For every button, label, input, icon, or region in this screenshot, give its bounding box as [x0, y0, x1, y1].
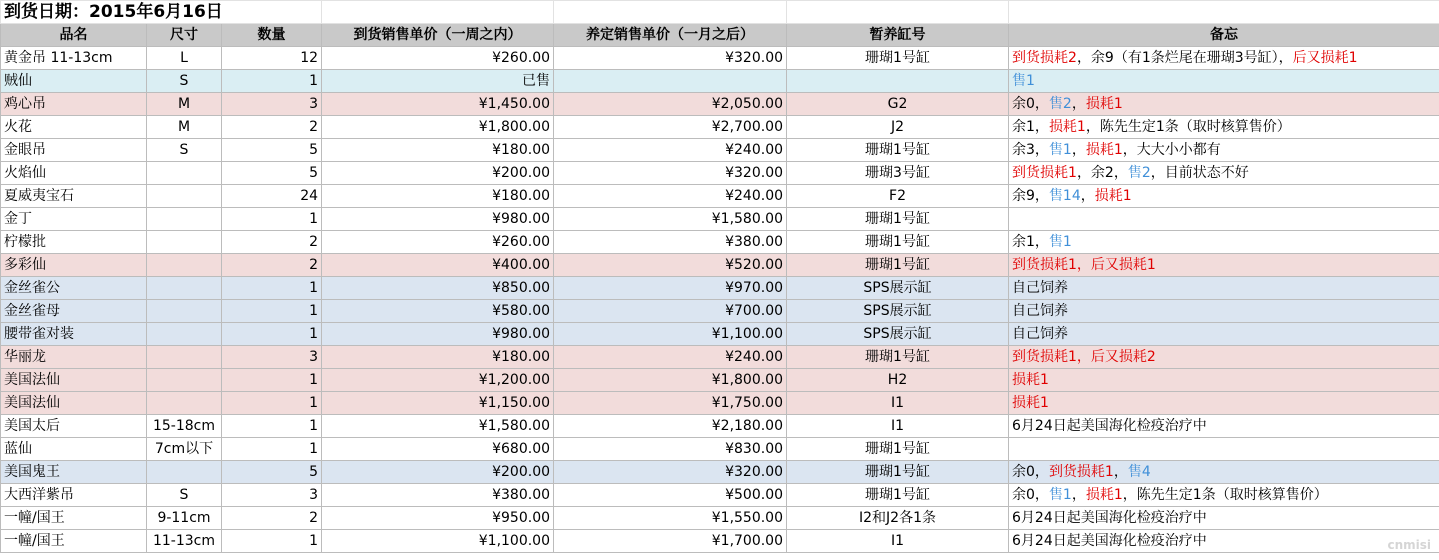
cell-size[interactable]: S	[147, 484, 222, 507]
cell-note[interactable]	[1009, 323, 1439, 346]
cell-note[interactable]	[1009, 346, 1439, 369]
cell-tank[interactable]: H2	[787, 369, 1009, 392]
cell-name[interactable]: 美国鬼王	[1, 461, 147, 484]
cell-qty[interactable]: 1	[222, 530, 322, 553]
cell-arrival-price[interactable]: ¥980.00	[322, 208, 554, 231]
header-note[interactable]: 备忘	[1009, 24, 1439, 47]
cell-qty[interactable]: 5	[222, 461, 322, 484]
cell-raised-price[interactable]	[554, 70, 787, 93]
cell-size[interactable]	[147, 300, 222, 323]
cell-name[interactable]: 贼仙	[1, 70, 147, 93]
note-segment: 售1	[1048, 141, 1072, 158]
cell-tank[interactable]: I1	[787, 530, 1009, 553]
cell-tank[interactable]: I2和J2各1条	[787, 507, 1009, 530]
cell-note[interactable]	[1009, 70, 1439, 93]
note-segment: ，	[1071, 95, 1086, 112]
cell-arrival-price[interactable]: ¥260.00	[322, 231, 554, 254]
cell-note[interactable]	[1009, 185, 1439, 208]
cell-note[interactable]	[1009, 254, 1439, 277]
note-segment: 售14	[1048, 187, 1081, 204]
cell-tank[interactable]: I1	[787, 415, 1009, 438]
cell-raised-price[interactable]: ¥1,580.00	[554, 208, 787, 231]
cell-arrival-price[interactable]: ¥680.00	[322, 438, 554, 461]
note-segment: 6月24日起美国海化检疫治疗中	[1012, 532, 1207, 549]
cell-size[interactable]	[147, 208, 222, 231]
cell-note[interactable]	[1009, 507, 1439, 530]
cell-note[interactable]	[1009, 277, 1439, 300]
cell-size[interactable]	[147, 392, 222, 415]
cell-tank[interactable]: 珊瑚1号缸	[787, 208, 1009, 231]
table-row	[1, 162, 1439, 185]
cell-size[interactable]: S	[147, 139, 222, 162]
cell-raised-price[interactable]: ¥500.00	[554, 484, 787, 507]
cell-name[interactable]: 美国法仙	[1, 369, 147, 392]
cell-name[interactable]: 金眼吊	[1, 139, 147, 162]
cell-note[interactable]	[1009, 300, 1439, 323]
cell-qty[interactable]: 5	[222, 139, 322, 162]
cell-qty[interactable]: 3	[222, 346, 322, 369]
cell-note[interactable]	[1009, 116, 1439, 139]
cell-arrival-price[interactable]: ¥1,100.00	[322, 530, 554, 553]
cell-qty[interactable]: 24	[222, 185, 322, 208]
note-segment: 售1	[1048, 486, 1072, 503]
cell-arrival-price[interactable]: ¥260.00	[322, 47, 554, 70]
cell-tank[interactable]: 珊瑚1号缸	[787, 484, 1009, 507]
cell-size[interactable]: 11-13cm	[147, 530, 222, 553]
cell-size[interactable]	[147, 231, 222, 254]
note-segment: 6月24日起美国海化检疫治疗中	[1012, 509, 1207, 526]
note-segment: 6月24日起美国海化检疫治疗中	[1012, 417, 1207, 434]
cell-qty[interactable]: 1	[222, 438, 322, 461]
note-segment: ，余2，	[1076, 164, 1128, 181]
cell-name[interactable]: 一幢/国王	[1, 507, 147, 530]
note-segment: 余3，	[1012, 141, 1049, 158]
cell-arrival-price[interactable]: ¥1,580.00	[322, 415, 554, 438]
cell-name[interactable]: 一幢/国王	[1, 530, 147, 553]
cell-tank[interactable]: SPS展示缸	[787, 300, 1009, 323]
blank-cell[interactable]	[554, 1, 787, 24]
cell-raised-price[interactable]: ¥240.00	[554, 346, 787, 369]
cell-qty[interactable]: 2	[222, 116, 322, 139]
note-segment: 余1，	[1012, 233, 1049, 250]
cell-note[interactable]	[1009, 93, 1439, 116]
cell-note[interactable]	[1009, 369, 1439, 392]
cell-tank[interactable]: 珊瑚1号缸	[787, 254, 1009, 277]
table-row	[1, 93, 1439, 116]
cell-raised-price[interactable]: ¥1,750.00	[554, 392, 787, 415]
note-segment: ，陈先生定1条（取时核算售价）	[1085, 118, 1291, 135]
cell-note[interactable]	[1009, 461, 1439, 484]
table-row	[1, 254, 1439, 277]
cell-size[interactable]: 15-18cm	[147, 415, 222, 438]
note-segment: 余0，	[1012, 486, 1049, 503]
table-row	[1, 415, 1439, 438]
note-segment: 到货损耗1	[1012, 164, 1077, 181]
cell-qty[interactable]: 1	[222, 392, 322, 415]
title-row	[1, 1, 1439, 24]
cell-note[interactable]	[1009, 530, 1439, 553]
cell-note[interactable]	[1009, 484, 1439, 507]
cell-name[interactable]: 金丁	[1, 208, 147, 231]
note-segment: ，	[1071, 141, 1086, 158]
note-segment: 售2	[1048, 95, 1072, 112]
cell-qty[interactable]: 3	[222, 484, 322, 507]
cell-note[interactable]	[1009, 208, 1439, 231]
cell-raised-price[interactable]: ¥380.00	[554, 231, 787, 254]
cell-qty[interactable]: 1	[222, 70, 322, 93]
cell-qty[interactable]: 1	[222, 208, 322, 231]
cell-qty[interactable]: 2	[222, 231, 322, 254]
cell-name[interactable]: 火花	[1, 116, 147, 139]
cell-size[interactable]	[147, 162, 222, 185]
cell-raised-price[interactable]: ¥240.00	[554, 139, 787, 162]
header-raised-price[interactable]: 养定销售单价（一月之后）	[554, 24, 787, 47]
cell-raised-price[interactable]: ¥700.00	[554, 300, 787, 323]
cell-raised-price[interactable]: ¥970.00	[554, 277, 787, 300]
table-row	[1, 507, 1439, 530]
cell-raised-price[interactable]: ¥1,700.00	[554, 530, 787, 553]
cell-arrival-price[interactable]: ¥180.00	[322, 346, 554, 369]
note-segment: ，	[1113, 463, 1128, 480]
header-size[interactable]: 尺寸	[147, 24, 222, 47]
note-segment: 售1	[1012, 72, 1035, 89]
cell-raised-price[interactable]: ¥1,550.00	[554, 507, 787, 530]
cell-raised-price[interactable]: ¥2,180.00	[554, 415, 787, 438]
note-segment: ，陈先生定1条（取时核算售价）	[1122, 486, 1328, 503]
cell-arrival-price[interactable]: ¥180.00	[322, 185, 554, 208]
table-row	[1, 346, 1439, 369]
note-segment: 余1，	[1012, 118, 1049, 135]
table-row	[1, 139, 1439, 162]
cell-tank[interactable]: I1	[787, 392, 1009, 415]
cell-arrival-price[interactable]: ¥1,200.00	[322, 369, 554, 392]
note-segment: 余9，	[1012, 187, 1049, 204]
note-segment: 自己饲养	[1012, 279, 1069, 296]
cell-note[interactable]	[1009, 392, 1439, 415]
cell-tank[interactable]: J2	[787, 116, 1009, 139]
cell-name[interactable]: 多彩仙	[1, 254, 147, 277]
cell-size[interactable]: S	[147, 70, 222, 93]
cell-tank[interactable]: 珊瑚1号缸	[787, 47, 1009, 70]
table-row	[1, 438, 1439, 461]
cell-size[interactable]	[147, 185, 222, 208]
note-segment: 自己饲养	[1012, 325, 1069, 342]
watermark-logo: cnmisi	[1387, 538, 1431, 552]
header-name[interactable]: 品名	[1, 24, 147, 47]
cell-qty[interactable]: 5	[222, 162, 322, 185]
cell-raised-price[interactable]: ¥1,100.00	[554, 323, 787, 346]
cell-raised-price[interactable]: ¥520.00	[554, 254, 787, 277]
cell-name[interactable]: 鸡心吊	[1, 93, 147, 116]
cell-size[interactable]: M	[147, 93, 222, 116]
note-segment: ，	[1080, 187, 1095, 204]
cell-name[interactable]: 柠檬批	[1, 231, 147, 254]
table-row	[1, 70, 1439, 93]
note-segment: 到货损耗1，后又损耗2	[1012, 348, 1156, 365]
note-segment: 损耗1	[1012, 394, 1049, 411]
cell-name[interactable]: 火焰仙	[1, 162, 147, 185]
cell-name[interactable]: 华丽龙	[1, 346, 147, 369]
cell-name[interactable]: 大西洋紫吊	[1, 484, 147, 507]
cell-arrival-price[interactable]: ¥180.00	[322, 139, 554, 162]
cell-name[interactable]: 腰带雀对装	[1, 323, 147, 346]
cell-note[interactable]	[1009, 438, 1439, 461]
cell-note[interactable]	[1009, 415, 1439, 438]
cell-tank[interactable]: SPS展示缸	[787, 277, 1009, 300]
note-segment: 售2	[1127, 164, 1151, 181]
cell-raised-price[interactable]: ¥320.00	[554, 47, 787, 70]
cell-note[interactable]	[1009, 231, 1439, 254]
cell-qty[interactable]: 1	[222, 300, 322, 323]
sheet-title[interactable]: 到货日期：2015年6月16日	[1, 1, 322, 24]
cell-qty[interactable]: 1	[222, 369, 322, 392]
cell-raised-price[interactable]: ¥1,800.00	[554, 369, 787, 392]
cell-arrival-price[interactable]: ¥200.00	[322, 162, 554, 185]
header-qty[interactable]: 数量	[222, 24, 322, 47]
table-row	[1, 392, 1439, 415]
cell-name[interactable]: 黄金吊 11-13cm	[1, 47, 147, 70]
cell-size[interactable]: L	[147, 47, 222, 70]
note-segment: 自己饲养	[1012, 302, 1069, 319]
cell-qty[interactable]: 12	[222, 47, 322, 70]
cell-size[interactable]: M	[147, 116, 222, 139]
cell-note[interactable]	[1009, 47, 1439, 70]
cell-qty[interactable]: 2	[222, 254, 322, 277]
cell-raised-price[interactable]: ¥830.00	[554, 438, 787, 461]
table-row	[1, 47, 1439, 70]
cell-arrival-price[interactable]: ¥380.00	[322, 484, 554, 507]
cell-name[interactable]: 美国法仙	[1, 392, 147, 415]
note-segment: 到货损耗1	[1048, 463, 1114, 480]
cell-name[interactable]: 蓝仙	[1, 438, 147, 461]
cell-name[interactable]: 夏威夷宝石	[1, 185, 147, 208]
cell-tank[interactable]	[787, 70, 1009, 93]
cell-size[interactable]	[147, 369, 222, 392]
cell-arrival-price[interactable]: ¥950.00	[322, 507, 554, 530]
header-row	[1, 24, 1439, 47]
cell-raised-price[interactable]: ¥320.00	[554, 162, 787, 185]
cell-size[interactable]	[147, 277, 222, 300]
table-row	[1, 277, 1439, 300]
cell-size[interactable]: 9-11cm	[147, 507, 222, 530]
cell-tank[interactable]: G2	[787, 93, 1009, 116]
cell-tank[interactable]: 珊瑚3号缸	[787, 162, 1009, 185]
cell-qty[interactable]: 2	[222, 507, 322, 530]
cell-tank[interactable]: 珊瑚1号缸	[787, 438, 1009, 461]
cell-raised-price[interactable]: ¥2,050.00	[554, 93, 787, 116]
cell-qty[interactable]: 1	[222, 277, 322, 300]
cell-tank[interactable]: SPS展示缸	[787, 323, 1009, 346]
cell-name[interactable]: 金丝雀公	[1, 277, 147, 300]
cell-arrival-price[interactable]: ¥850.00	[322, 277, 554, 300]
blank-cell[interactable]	[1009, 1, 1439, 24]
cell-tank[interactable]: F2	[787, 185, 1009, 208]
table-row	[1, 530, 1439, 553]
note-segment: ，大大小小都有	[1122, 141, 1221, 158]
cell-arrival-price[interactable]: 已售	[322, 70, 554, 93]
cell-tank[interactable]: 珊瑚1号缸	[787, 461, 1009, 484]
cell-name[interactable]: 美国太后	[1, 415, 147, 438]
cell-name[interactable]: 金丝雀母	[1, 300, 147, 323]
note-segment: 后又损耗1	[1292, 49, 1358, 66]
cell-size[interactable]	[147, 346, 222, 369]
note-segment: 损耗1	[1048, 118, 1086, 135]
cell-raised-price[interactable]: ¥320.00	[554, 461, 787, 484]
cell-arrival-price[interactable]: ¥1,150.00	[322, 392, 554, 415]
note-segment: 损耗1	[1012, 371, 1049, 388]
cell-note[interactable]	[1009, 162, 1439, 185]
note-segment: ，余9（有1条烂尾在珊瑚3号缸），	[1076, 49, 1293, 66]
cell-raised-price[interactable]: ¥240.00	[554, 185, 787, 208]
note-segment: 余0，	[1012, 463, 1049, 480]
cell-size[interactable]	[147, 254, 222, 277]
table-row	[1, 323, 1439, 346]
cell-arrival-price[interactable]: ¥400.00	[322, 254, 554, 277]
cell-qty[interactable]: 1	[222, 323, 322, 346]
blank-cell[interactable]	[787, 1, 1009, 24]
cell-raised-price[interactable]: ¥2,700.00	[554, 116, 787, 139]
blank-cell[interactable]	[322, 1, 554, 24]
cell-arrival-price[interactable]: ¥580.00	[322, 300, 554, 323]
cell-tank[interactable]: 珊瑚1号缸	[787, 139, 1009, 162]
table-row	[1, 185, 1439, 208]
note-segment: 损耗1	[1085, 141, 1123, 158]
cell-size[interactable]	[147, 323, 222, 346]
cell-arrival-price[interactable]: ¥200.00	[322, 461, 554, 484]
cell-note[interactable]	[1009, 139, 1439, 162]
note-segment: 到货损耗2	[1012, 49, 1077, 66]
table-row	[1, 208, 1439, 231]
table-row	[1, 369, 1439, 392]
cell-arrival-price[interactable]: ¥1,450.00	[322, 93, 554, 116]
note-segment: ，目前状态不好	[1150, 164, 1249, 181]
note-segment: 售1	[1048, 233, 1072, 250]
cell-arrival-price[interactable]: ¥1,800.00	[322, 116, 554, 139]
cell-tank[interactable]: 珊瑚1号缸	[787, 231, 1009, 254]
note-segment: 损耗1	[1085, 95, 1123, 112]
note-segment: 售4	[1127, 463, 1151, 480]
cell-size[interactable]	[147, 461, 222, 484]
cell-qty[interactable]: 3	[222, 93, 322, 116]
header-tank[interactable]: 暂养缸号	[787, 24, 1009, 47]
table-row	[1, 300, 1439, 323]
note-segment: 损耗1	[1094, 187, 1132, 204]
cell-arrival-price[interactable]: ¥980.00	[322, 323, 554, 346]
cell-size[interactable]: 7cm以下	[147, 438, 222, 461]
cell-qty[interactable]: 1	[222, 415, 322, 438]
note-segment: 损耗1	[1085, 486, 1123, 503]
note-segment: 到货损耗1，后又损耗1	[1012, 256, 1156, 273]
table-row	[1, 231, 1439, 254]
table-row	[1, 116, 1439, 139]
header-arrival-price[interactable]: 到货销售单价（一周之内）	[322, 24, 554, 47]
table-row	[1, 484, 1439, 507]
cell-tank[interactable]: 珊瑚1号缸	[787, 346, 1009, 369]
note-segment: 余0，	[1012, 95, 1049, 112]
note-segment: ，	[1071, 486, 1086, 503]
table-row	[1, 461, 1439, 484]
